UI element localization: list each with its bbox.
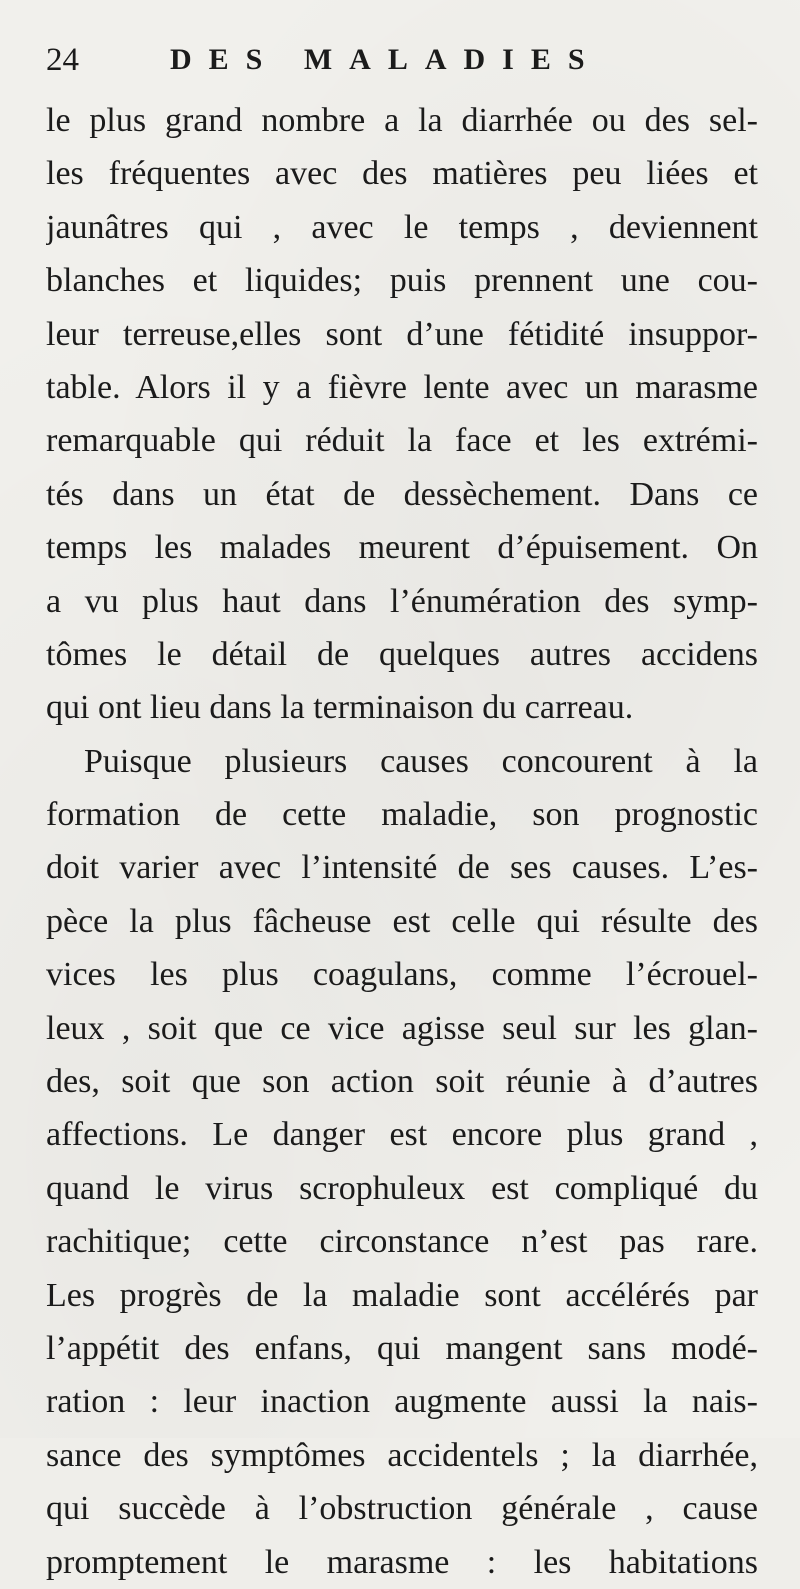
- text-line: sance des symptômes accidentels ; la diarrhée,: [46, 1436, 758, 1474]
- text-line: remarquable qui réduit la face et les extrémi-: [46, 422, 758, 460]
- text-line: leux , soit que ce vice agisse seul sur les glan-: [46, 1009, 758, 1047]
- text-line: vices les plus coagulans, comme l’écrouel-: [46, 956, 758, 994]
- text-line: a vu plus haut dans l’énumération des symp-: [46, 582, 758, 620]
- page-number: 24: [46, 42, 79, 78]
- running-title: DES MALADIES: [170, 43, 602, 76]
- text-line: blanches et liquides; puis prennent une cou-: [46, 262, 758, 300]
- text-line: Les progrès de la maladie sont accélérés par: [46, 1276, 758, 1314]
- text-line: temps les malades meurent d’épuisement. On: [46, 529, 758, 567]
- text-line: le plus grand nombre a la diarrhée ou des sel-: [46, 102, 758, 139]
- text-line: tés dans un état de dessèchement. Dans ce: [46, 475, 758, 513]
- text-line: rachitique; cette circonstance n’est pas rare.: [46, 1223, 758, 1261]
- text-line: tômes le détail de quelques autres accidens: [46, 635, 758, 673]
- text-line: qui succède à l’obstruction générale , cause: [46, 1490, 758, 1528]
- text-line: ration : leur inaction augmente aussi la nais-: [46, 1383, 758, 1421]
- text-line: doit varier avec l’intensité de ses causes. L’es-: [46, 849, 758, 887]
- text-line: pèce la plus fâcheuse est celle qui résulte des: [46, 902, 758, 940]
- text-line: qui ont lieu dans la terminaison du carreau.: [46, 689, 634, 727]
- text-line: affections. Le danger est encore plus grand ,: [46, 1116, 758, 1154]
- text-line: Puisque plusieurs causes concourent à la: [84, 742, 758, 780]
- text-line: des, soit que son action soit réunie à d’autres: [46, 1063, 758, 1101]
- text-line: quand le virus scrophuleux est compliqué du: [46, 1169, 758, 1207]
- text-line: les fréquentes avec des matières peu liées et: [46, 155, 758, 193]
- text-line: table. Alors il y a fièvre lente avec un marasme: [46, 368, 758, 406]
- body-text: [46, 94, 758, 1589]
- text-line: leur terreuse,elles sont d’une fétidité insuppor-: [46, 315, 758, 353]
- text-line: jaunâtres qui , avec le temps , deviennent: [46, 208, 758, 246]
- text-line: promptement le marasme : les habitations: [46, 1543, 758, 1581]
- text-line: l’appétit des enfans, qui mangent sans modé-: [46, 1329, 758, 1367]
- page-header: [46, 38, 756, 86]
- text-line: formation de cette maladie, son prognostic: [46, 796, 758, 834]
